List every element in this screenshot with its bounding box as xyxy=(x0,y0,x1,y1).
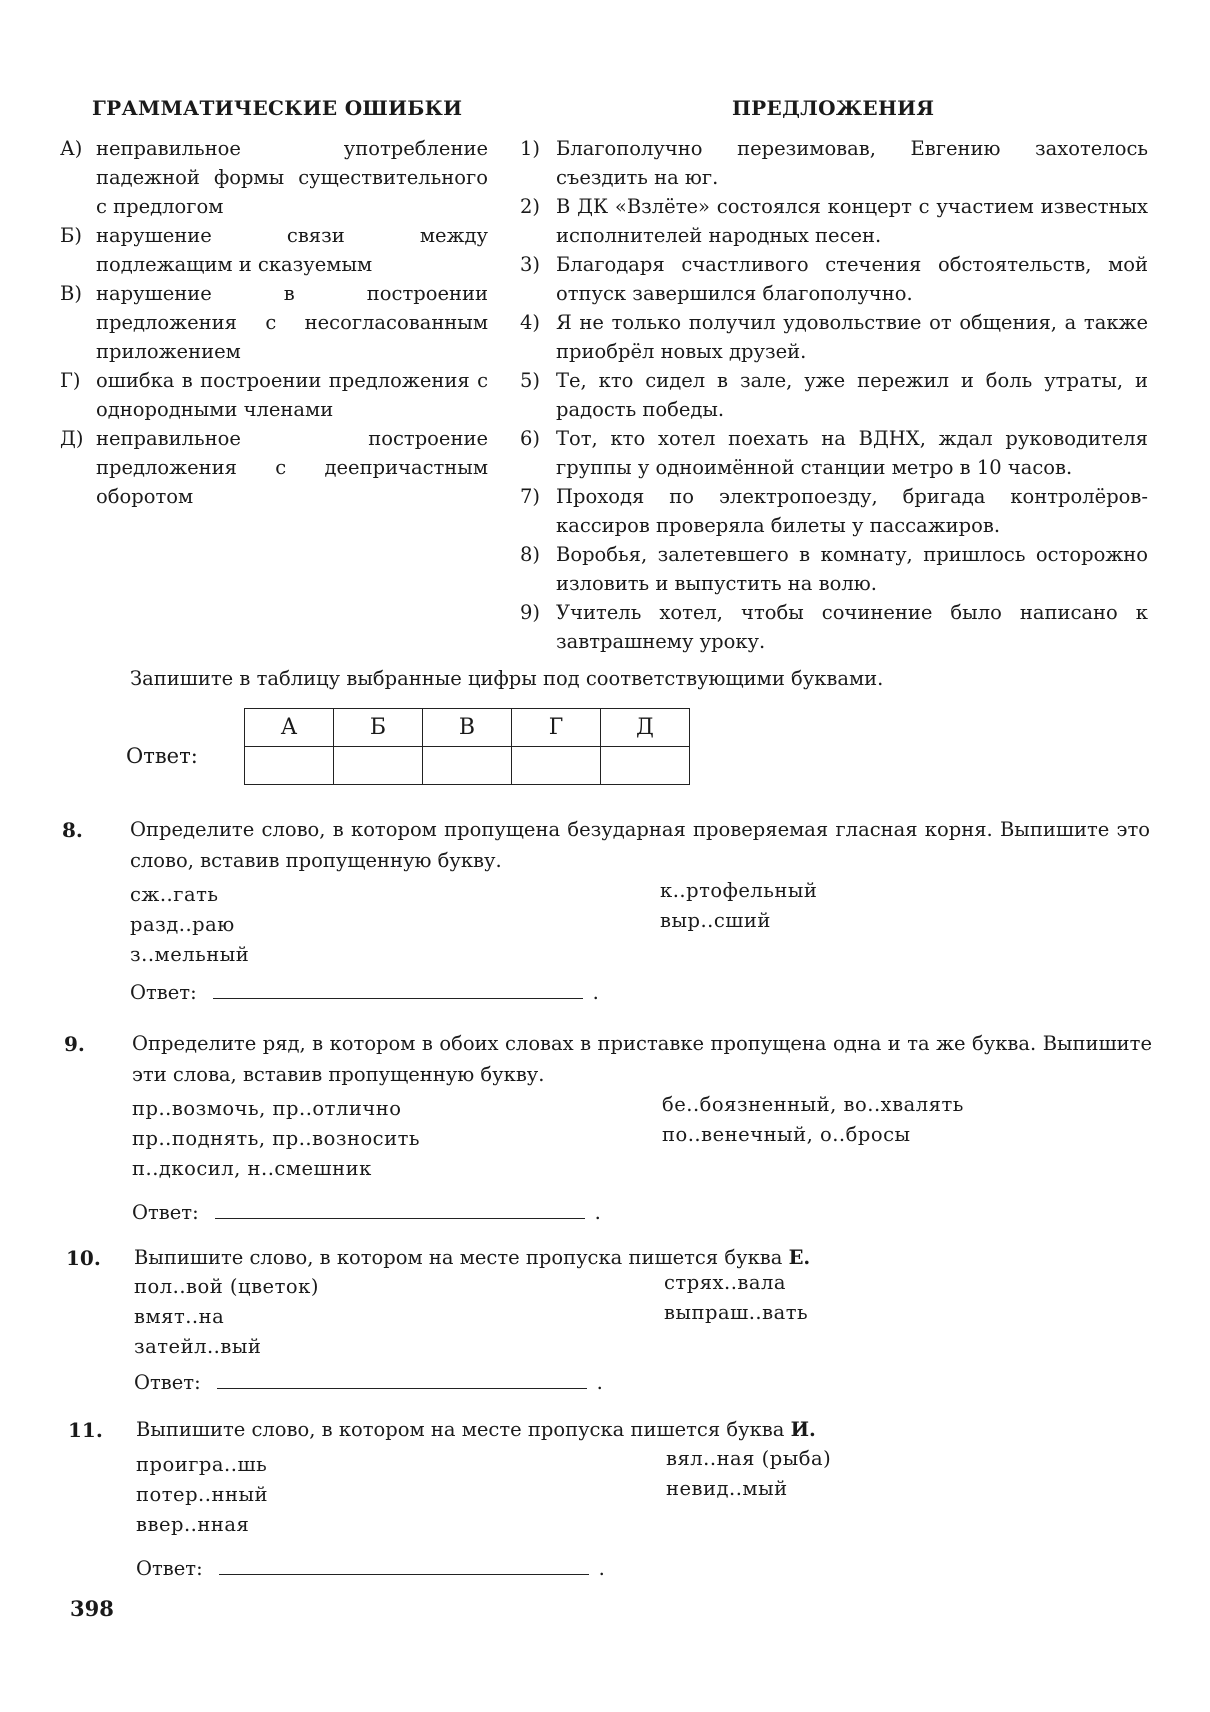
word-options-left xyxy=(136,1450,268,1540)
word-option: бе..боязненный, во..хвалять xyxy=(662,1093,964,1116)
error-text: неправильное употребление падежной формы существительного с предлогом xyxy=(96,137,488,218)
word-option: разд..раю xyxy=(130,913,235,936)
page-number: 398 xyxy=(70,1596,114,1621)
error-text: ошибка в построении предложения с однородными членами xyxy=(96,369,488,421)
answer-input-line[interactable] xyxy=(213,978,583,999)
answer-table xyxy=(244,708,690,785)
question-number: 11. xyxy=(68,1418,103,1442)
error-marker: В) xyxy=(60,282,82,305)
word-option: проигра..шь xyxy=(136,1453,268,1476)
answer-table-header: В xyxy=(423,709,512,747)
sentence-marker: 4) xyxy=(520,311,541,334)
sentence-marker: 9) xyxy=(520,601,541,624)
word-option: затейл..вый xyxy=(134,1335,262,1358)
word-option: вмят..на xyxy=(134,1305,225,1328)
sentence-marker: 7) xyxy=(520,485,541,508)
answer-end: . xyxy=(594,1201,601,1224)
sentence-marker: 5) xyxy=(520,369,541,392)
sentence-text: Воробья, залетевшего в комнату, пришлось осторожно изловить и выпустить на волю. xyxy=(556,543,1148,595)
word-options-right xyxy=(662,1090,964,1150)
word-options-right xyxy=(666,1444,831,1504)
sentence-item xyxy=(520,424,1148,482)
answer-table-input-row xyxy=(245,747,690,785)
word-option: стрях..вала xyxy=(664,1271,787,1294)
sentence-text: Проходя по электропоезду, бригада контролёров-кассиров проверяла билеты у пассажиров. xyxy=(556,485,1148,537)
error-text: неправильное построение предложения с деепричастным оборотом xyxy=(96,427,488,508)
word-option: по..венечный, о..бросы xyxy=(662,1123,911,1146)
word-option: сж..гать xyxy=(130,883,219,906)
sentence-marker: 2) xyxy=(520,195,541,218)
answer-label: Ответ: xyxy=(134,1371,201,1394)
word-option: пр..возмочь, пр..отлично xyxy=(132,1097,402,1120)
word-option: ввер..нная xyxy=(136,1513,250,1536)
sentence-text: Учитель хотел, чтобы сочинение было написано к завтрашнему уроку. xyxy=(556,601,1148,653)
sentence-item xyxy=(520,134,1148,192)
question-text: Определите слово, в котором пропущена безударная проверяемая гласная корня. Выпишите это слово, вставив пропущенную букву. xyxy=(130,818,1150,872)
sentence-item xyxy=(520,250,1148,308)
sentence-text: Те, кто сидел в зале, уже пережил и боль утраты, и радость победы. xyxy=(556,369,1148,421)
word-options-left xyxy=(130,880,249,970)
question-number: 9. xyxy=(64,1032,85,1056)
answer-cell[interactable] xyxy=(512,747,601,785)
error-item xyxy=(60,134,488,221)
sentence-marker: 3) xyxy=(520,253,541,276)
answer-table-header: А xyxy=(245,709,334,747)
answer-label: Ответ: xyxy=(132,1201,199,1224)
sentence-text: Тот, кто хотел поехать на ВДНХ, ждал руководителя группы у одноимённой станции метро в 10 часов. xyxy=(556,427,1148,479)
sentence-marker: 6) xyxy=(520,427,541,450)
answer-end: . xyxy=(592,981,599,1004)
word-options-left xyxy=(132,1094,420,1184)
answer-table-header-row xyxy=(245,709,690,747)
question-text xyxy=(136,1414,816,1445)
sentences-list xyxy=(520,134,1148,656)
answer-input-line[interactable] xyxy=(217,1368,587,1389)
error-marker: Б) xyxy=(60,224,82,247)
sentence-text: Благодаря счастливого стечения обстоятельств, мой отпуск завершился благополучно. xyxy=(556,253,1148,305)
sentence-item xyxy=(520,482,1148,540)
word-option: потер..нный xyxy=(136,1483,268,1506)
answer-row xyxy=(132,1198,601,1224)
word-option: пол..вой (цветок) xyxy=(134,1275,319,1298)
answer-cell[interactable] xyxy=(245,747,334,785)
question-text-prefix: Выпишите слово, в котором на месте пропуска пишется буква xyxy=(136,1418,785,1441)
answer-cell[interactable] xyxy=(334,747,423,785)
sentence-marker: 8) xyxy=(520,543,541,566)
answer-row xyxy=(136,1554,605,1580)
answer-cell[interactable] xyxy=(423,747,512,785)
table-instruction: Запишите в таблицу выбранные цифры под соответствующими буквами. xyxy=(130,667,884,690)
error-marker: Д) xyxy=(60,427,84,450)
error-item xyxy=(60,424,488,511)
answer-end: . xyxy=(596,1371,603,1394)
question-letter: Е. xyxy=(788,1246,811,1269)
answer-table-header: Д xyxy=(601,709,690,747)
error-marker: А) xyxy=(60,137,83,160)
sentence-item xyxy=(520,540,1148,598)
word-options-right xyxy=(660,876,817,936)
sentence-text: В ДК «Взлёте» состоялся концерт с участием известных исполнителей народных песен. xyxy=(556,195,1148,247)
answer-cell[interactable] xyxy=(601,747,690,785)
answer-label: Ответ: xyxy=(130,981,197,1004)
word-option: невид..мый xyxy=(666,1477,788,1500)
word-option: пр..поднять, пр..возносить xyxy=(132,1127,421,1150)
error-marker: Г) xyxy=(60,369,81,392)
error-text: нарушение в построении предложения с несогласованным приложением xyxy=(96,282,488,363)
word-options-right xyxy=(664,1268,808,1328)
sentence-item xyxy=(520,308,1148,366)
sentence-text: Я не только получил удовольствие от общения, а также приобрёл новых друзей. xyxy=(556,311,1148,363)
answer-table-header: Г xyxy=(512,709,601,747)
sentence-item xyxy=(520,366,1148,424)
word-option: вял..ная (рыба) xyxy=(666,1447,832,1470)
word-option: з..мельный xyxy=(130,943,250,966)
answer-input-line[interactable] xyxy=(219,1554,589,1575)
errors-heading: ГРАММАТИЧЕСКИЕ ОШИБКИ xyxy=(92,96,463,120)
answer-input-line[interactable] xyxy=(215,1198,585,1219)
answer-table-header: Б xyxy=(334,709,423,747)
answer-row xyxy=(130,978,599,1004)
answer-end: . xyxy=(598,1557,605,1580)
answer-row xyxy=(134,1368,603,1394)
error-item xyxy=(60,221,488,279)
word-options-left xyxy=(134,1272,319,1362)
table-answer-label: Ответ: xyxy=(126,744,198,768)
word-option: выпраш..вать xyxy=(664,1301,809,1324)
answer-label: Ответ: xyxy=(136,1557,203,1580)
error-item xyxy=(60,279,488,366)
word-option: п..дкосил, н..смешник xyxy=(132,1157,372,1180)
sentence-marker: 1) xyxy=(520,137,541,160)
sentence-item xyxy=(520,192,1148,250)
question-text-prefix: Выпишите слово, в котором на месте пропуска пишется буква xyxy=(134,1246,783,1269)
question-number: 10. xyxy=(66,1246,101,1270)
sentence-text: Благополучно перезимовав, Евгению захотелось съездить на юг. xyxy=(556,137,1148,189)
errors-list xyxy=(60,134,488,511)
sentences-heading: ПРЕДЛОЖЕНИЯ xyxy=(732,96,935,120)
word-option: к..ртофельный xyxy=(660,879,818,902)
word-option: выр..сший xyxy=(660,909,771,932)
error-text: нарушение связи между подлежащим и сказуемым xyxy=(96,224,488,276)
question-text: Определите ряд, в котором в обоих словах в приставке пропущена одна и та же буква. Выпишите эти слова, вставив пропущенную букву. xyxy=(132,1032,1152,1086)
question-letter: И. xyxy=(790,1418,816,1441)
question-number: 8. xyxy=(62,818,83,842)
error-item xyxy=(60,366,488,424)
sentence-item xyxy=(520,598,1148,656)
